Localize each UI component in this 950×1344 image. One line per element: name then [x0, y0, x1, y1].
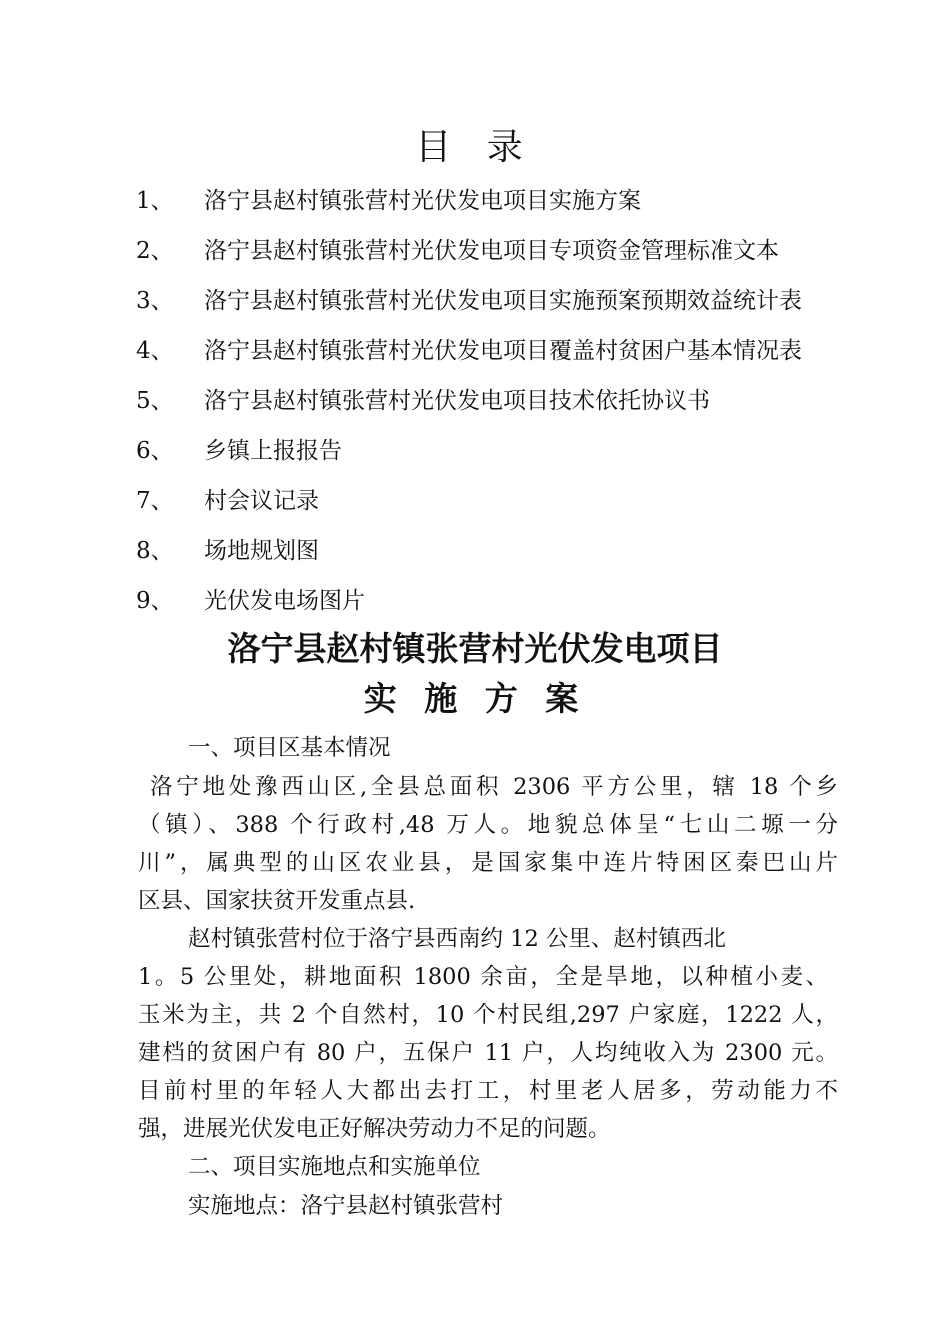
toc-item-number: 3、 — [136, 288, 174, 314]
toc-item-number: 6、 — [136, 438, 174, 464]
paragraph-line: 区县、国家扶贫开发重点县. — [138, 888, 416, 914]
paragraph-line: 洛宁地处豫西山区,全县总面积 2306 平方公里，辖 18 个乡 — [150, 774, 838, 800]
toc-item-number: 1、 — [136, 188, 174, 214]
paragraph-line: （镇）、388 个行政村,48 万人。地貌总体呈“七山二塬一分 — [138, 812, 838, 838]
toc-item-text: 洛宁县赵村镇张营村光伏发电项目专项资金管理标准文本 — [204, 238, 779, 264]
paragraph-line: 建档的贫困户有 80 户，五保户 11 户，人均纯收入为 2300 元。 — [138, 1040, 838, 1066]
paragraph-line: 赵村镇张营村位于洛宁县西南约 12 公里、赵村镇西北 — [188, 926, 726, 952]
toc-item-text: 乡镇上报报告 — [204, 438, 342, 464]
toc-item-text: 洛宁县赵村镇张营村光伏发电项目实施预案预期效益统计表 — [204, 288, 802, 314]
toc-item-number: 4、 — [136, 338, 174, 364]
toc-item-number: 5、 — [136, 388, 174, 414]
document-subtitle: 实 施 方 案 — [363, 679, 587, 718]
toc-item-text: 洛宁县赵村镇张营村光伏发电项目技术依托协议书 — [204, 388, 710, 414]
toc-item-text: 洛宁县赵村镇张营村光伏发电项目实施方案 — [204, 188, 641, 214]
toc-item-number: 8、 — [136, 538, 174, 564]
paragraph-line: 川”，属典型的山区农业县，是国家集中连片特困区秦巴山片 — [138, 850, 838, 876]
paragraph-line: 玉米为主，共 2 个自然村，10 个村民组,297 户家庭，1222 人， — [138, 1002, 838, 1028]
paragraph-line: 1。5 公里处，耕地面积 1800 余亩，全是旱地，以种植小麦、 — [138, 964, 828, 990]
document-body — [138, 0, 838, 1344]
section-heading: 一、项目区基本情况 — [188, 735, 391, 761]
paragraph-line: 目前村里的年轻人大都出去打工，村里老人居多，劳动能力不 — [138, 1078, 838, 1104]
toc-title: 目 录 — [415, 127, 535, 168]
toc-item-text: 村会议记录 — [204, 488, 319, 514]
document-title: 洛宁县赵村镇张营村光伏发电项目 — [227, 629, 723, 668]
toc-item-text: 洛宁县赵村镇张营村光伏发电项目覆盖村贫困户基本情况表 — [204, 338, 802, 364]
section-heading: 二、项目实施地点和实施单位 — [188, 1154, 481, 1180]
toc-item-number: 9、 — [136, 588, 174, 614]
toc-item-text: 光伏发电场图片 — [204, 588, 365, 614]
toc-item-text: 场地规划图 — [204, 538, 319, 564]
toc-item-number: 7、 — [136, 488, 174, 514]
paragraph-line: 实施地点：洛宁县赵村镇张营村 — [188, 1193, 504, 1219]
toc-item-number: 2、 — [136, 238, 174, 264]
paragraph-line: 强，进展光伏发电正好解决劳动力不足的问题。 — [138, 1116, 611, 1142]
